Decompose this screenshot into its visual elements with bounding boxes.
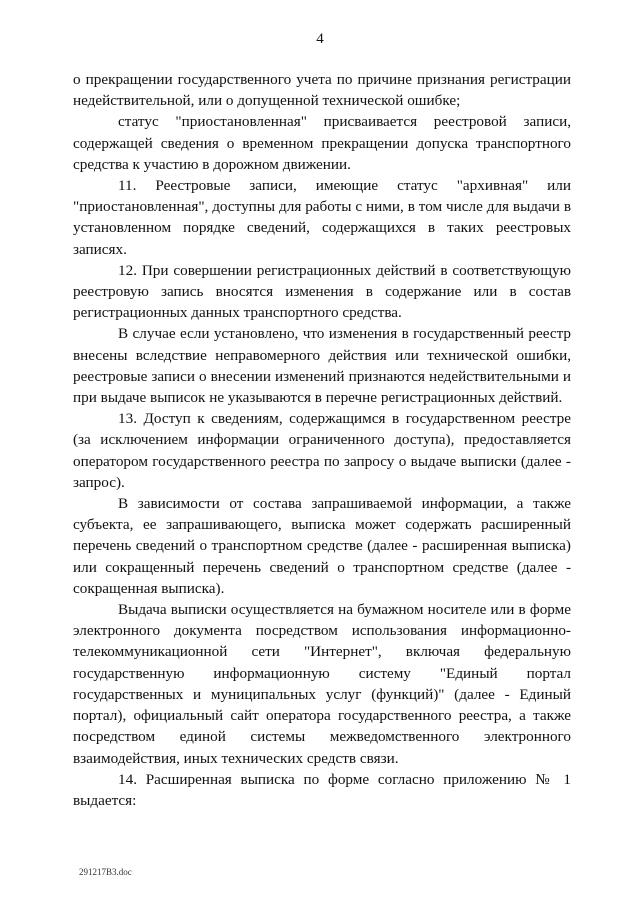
paragraph: статус "приостановленная" присваивается реестровой записи, содержащей сведения о временном прекращении допуска транспортного средства к участию в дорожном движении. <box>73 113 571 173</box>
paragraph: о прекращении государственного учета по причине признания регистрации недействительной, или о допущенной технической ошибке; <box>73 71 571 110</box>
paragraph: 11. Реестровые записи, имеющие статус "архивная" или "приостановленная", доступны для работы с ними, в том числе для выдачи в установленном порядке сведений, содержащихся в таких реестровых записях. <box>73 177 571 258</box>
paragraph: В зависимости от состава запрашиваемой информации, а также субъекта, ее запрашивающего, выписка может содержать расширенный перечень сведений о транспортном средстве (далее - расширенная выписка) или сокращенный перечень сведений о транспортном средстве (далее - сокращенная выписка). <box>73 495 571 597</box>
paragraph: 13. Доступ к сведениям, содержащимся в государственном реестре (за исключением информации ограниченного доступа), предоставляется оператором государственного реестра по запросу о выдаче выписки (далее - запрос). <box>73 410 571 491</box>
paragraph: Выдача выписки осуществляется на бумажном носителе или в форме электронного документа посредством использования информационно-телекоммуникационной сети "Интернет", включая федеральную государственную информационную систему "Единый портал государственных и муниципальных услуг (функций)" (далее - Единый портал), официальный сайт оператора государственного реестра, а также посредством единой системы межведомственного электронного взаимодействия, иных технических средств связи. <box>73 601 571 767</box>
paragraph: 14. Расширенная выписка по форме согласно приложению № 1 выдается: <box>73 770 571 809</box>
document-body <box>73 69 571 811</box>
file-name-footer: 291217B3.doc <box>79 867 132 877</box>
paragraph: В случае если установлено, что изменения в государственный реестр внесены вследствие неправомерного действия или технической ошибки, реестровые записи о внесении изменений признаются недействительными и при выдаче выписок не указываются в перечне регистрационных действий. <box>73 325 571 407</box>
page-number: 4 <box>316 31 324 47</box>
paragraph: 12. При совершении регистрационных действий в соответствующую реестровую запись вносятся изменения в содержание или в состав регистрационных данных транспортного средства. <box>73 261 571 322</box>
